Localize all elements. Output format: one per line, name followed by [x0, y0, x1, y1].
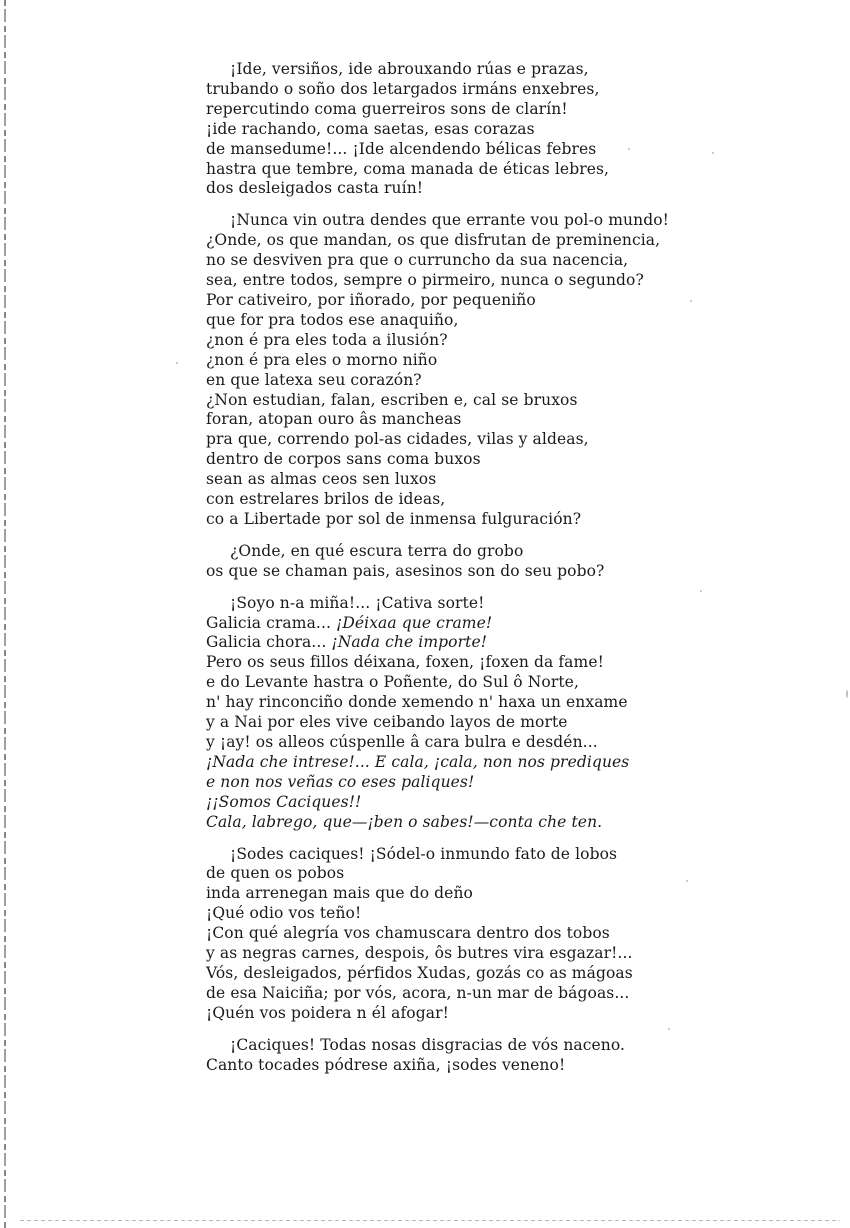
line-segment: e do Levante hastra o Poñente, do Sul ô Norte, [206, 673, 579, 692]
line-segment: y a Nai por eles vive ceibando layos de morte [206, 713, 568, 732]
poem-line: trubando o soño dos letargados irmáns enxebres, [206, 79, 600, 98]
scan-speck [686, 880, 688, 882]
line-segment: n' hay rinconciño donde xemendo n' haxa un enxame [206, 693, 628, 712]
stanza-2 [206, 211, 746, 530]
scan-speck [700, 590, 702, 592]
scan-speck [846, 690, 848, 698]
poem-line [206, 753, 746, 773]
line-segment-italic: Cala, labrego, que—¡ben o sabes!—conta che ten. [206, 812, 603, 831]
poem-line: Vós, desleigados, pérfidos Xudas, gozás co as mágoas [206, 963, 633, 982]
poem-line: hastra que tembre, coma manada de éticas lebres, [206, 159, 610, 178]
stanza-1 [206, 60, 746, 199]
left-margin-rule [4, 0, 6, 1228]
poem-line: ¿Non estudian, falan, escriben e, cal se bruxos [206, 390, 578, 409]
scan-speck [712, 152, 714, 154]
poem-line: sea, entre todos, sempre o pirmeiro, nunca o segundo? [206, 271, 644, 290]
line-segment: Pero os seus fillos déixana, foxen, ¡foxen da fame! [206, 653, 604, 672]
poem-line [206, 673, 746, 693]
poem-line [206, 594, 746, 614]
bottom-margin-rule [20, 1220, 840, 1221]
line-segment-italic: ¡Nada che intrese!... E cala, ¡cala, non nos prediques [206, 752, 630, 771]
poem-body [206, 60, 746, 1088]
poem-line: de quen os pobos [206, 864, 345, 883]
poem-line: ¡Caciques! Todas nosas disgracias de vós naceno. [230, 1035, 626, 1054]
poem-line: ¡Quén vos poidera n él afogar! [206, 1003, 449, 1022]
poem-line [206, 653, 746, 673]
stanza-5 [206, 845, 746, 1024]
line-segment-italic: ¡Déixaa que crame! [336, 613, 493, 632]
poem-line: ¿non é pra eles o morno niño [206, 350, 438, 369]
poem-line: ¡Sodes caciques! ¡Sódel-o inmundo fato de lobos [230, 844, 618, 863]
poem-line: ¿Onde, en qué escura terra do grobo [230, 541, 524, 560]
scan-speck [668, 1028, 670, 1030]
stanza-6 [206, 1036, 746, 1076]
stanza-3 [206, 542, 746, 582]
poem-line: os que se chaman pais, asesinos son do seu pobo? [206, 561, 605, 580]
poem-line [206, 713, 746, 733]
poem-line: Canto tocades pódrese axiña, ¡sodes veneno! [206, 1055, 566, 1074]
poem-line: de esa Naiciña; por vós, acora, n-un mar de bágoas... [206, 983, 630, 1002]
poem-line: ¿non é pra eles toda a ilusión? [206, 330, 448, 349]
poem-line: y as negras carnes, despois, ôs butres vira esgazar!... [206, 944, 633, 963]
line-segment-italic: ¡¡Somos Caciques!! [206, 792, 362, 811]
poem-line: repercutindo coma guerreiros sons de clarín! [206, 99, 568, 118]
poem-line: ¡Nunca vin outra dendes que errante vou pol-o mundo! [230, 211, 670, 230]
stanza-4 [206, 594, 746, 833]
poem-line: foran, atopan ouro âs mancheas [206, 410, 462, 429]
poem-line: dentro de corpos sans coma buxos [206, 450, 481, 469]
poem-line: ¿Onde, os que mandan, os que disfrutan de preminencia, [206, 231, 661, 250]
line-segment-italic: e non nos veñas co eses paliques! [206, 772, 475, 791]
poem-line [206, 813, 746, 833]
line-segment-italic: ¡Nada che importe! [331, 633, 488, 652]
poem-line: inda arrenegan mais que do deño [206, 884, 473, 903]
poem-line: dos desleigados casta ruín! [206, 179, 424, 198]
line-segment: y ¡ay! os alleos cúspenlle â cara bulra e desdén... [206, 733, 598, 751]
poem-line: sean as almas ceos sen luxos [206, 470, 437, 489]
poem-line: Por cativeiro, por iñorado, por pequeniño [206, 290, 536, 309]
poem-line: con estrelares brilos de ideas, [206, 490, 446, 509]
poem-line: pra que, correndo pol-as cidades, vilas y aldeas, [206, 430, 589, 449]
poem-line: que for pra todos ese anaquiño, [206, 310, 459, 329]
poem-line [206, 614, 746, 634]
scan-speck [176, 362, 178, 364]
line-segment: ¡Soyo n-a miña!... ¡Cativa sorte! [230, 593, 485, 612]
line-segment: Galicia chora... [206, 633, 332, 652]
poem-line: no se desviven pra que o curruncho da sua nacencia, [206, 251, 629, 270]
poem-line: en que latexa seu corazón? [206, 370, 422, 389]
poem-line: ¡Ide, versiños, ide abrouxando rúas e prazas, [230, 60, 589, 78]
scan-speck [628, 148, 630, 150]
poem-line [206, 633, 746, 653]
poem-line: ¡ide rachando, coma saetas, esas corazas [206, 119, 535, 138]
poem-line: de mansedume!... ¡Ide alcendendo bélicas febres [206, 139, 597, 158]
poem-line [206, 733, 746, 753]
poem-line: ¡Con qué alegría vos chamuscara dentro dos tobos [206, 924, 610, 943]
line-segment: Galicia crama... [206, 613, 337, 632]
scan-speck [690, 300, 692, 302]
poem-line: ¡Qué odio vos teño! [206, 904, 362, 923]
poem-line: co a Libertade por sol de inmensa fulguración? [206, 509, 582, 528]
poem-line [206, 793, 746, 813]
poem-line [206, 693, 746, 713]
poem-line [206, 773, 746, 793]
